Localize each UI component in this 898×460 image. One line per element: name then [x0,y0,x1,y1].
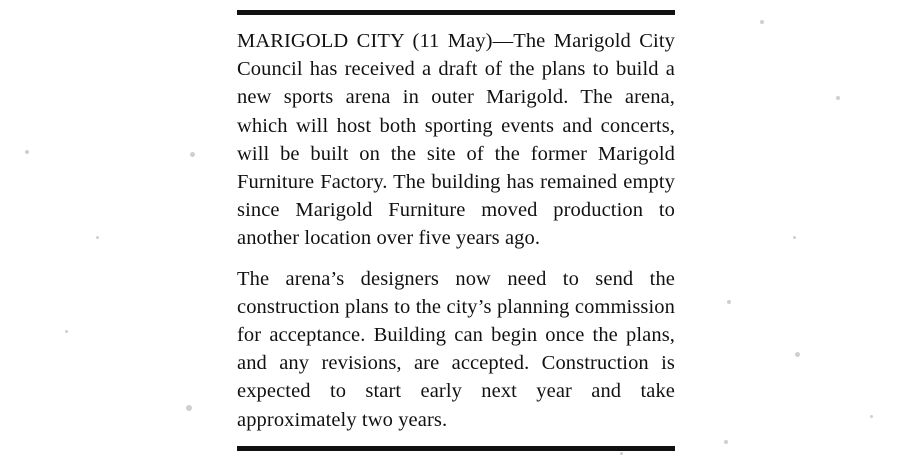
scan-speck [96,236,99,239]
scan-speck [724,440,728,444]
scan-speck [795,352,800,357]
top-divider-rule [237,10,675,15]
scan-speck [793,236,796,239]
bottom-divider-rule [237,446,675,451]
article-clipping [237,10,675,451]
article-paragraph-2: The arena’s designers now need to send the construction plans to the city’s planning commission for acceptance. Building can begin once the plans, and any revisions, are accepted. Construction is expected to start early next year and take approximately two years. [237,267,675,431]
scan-speck [836,96,840,100]
scan-speck [186,405,192,411]
scan-speck [727,300,731,304]
scan-speck [65,330,68,333]
scan-speck [190,152,195,157]
scan-speck [870,415,873,418]
article-paragraph-1: MARIGOLD CITY (11 May)—The Marigold City Council has received a draft of the plans to build a new sports arena in outer Marigold. The arena, which will host both sporting events and concerts, will be built on the site of the former Marigold Furniture Factory. The building has remained empty since Marigold Furniture moved production to another location over five years ago. [237,30,675,250]
scan-speck [760,20,764,24]
scan-speck [25,150,29,154]
scan-speck [620,452,623,455]
